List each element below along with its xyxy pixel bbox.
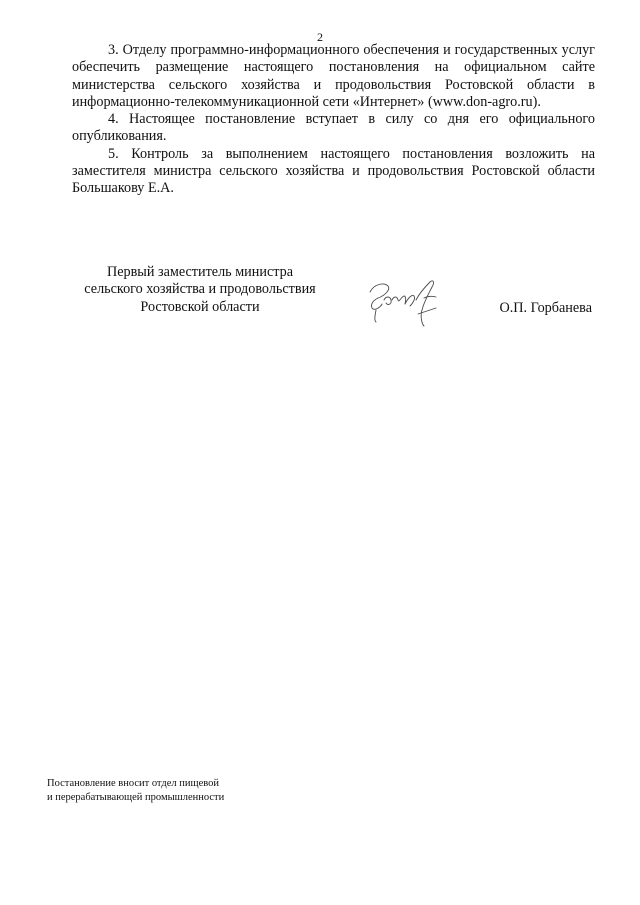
paragraph-5: 5. Контроль за выполнением настоящего постановления возложить на заместителя министра сельского хозяйства и продовольствия Ростовской области Большакову Е.А. <box>72 145 595 197</box>
paragraph-3: 3. Отделу программно-информационного обеспечения и государственных услуг обеспечить размещение настоящего постановления на официальном сайте министерства сельского хозяйства и продовольствия Ростовской области в информационно-телекоммуникационной сети «Интернет» (www.don-agro.ru). <box>72 42 595 110</box>
signer-title <box>64 264 336 316</box>
footer-note <box>47 777 224 804</box>
signer-title-line-1: Первый заместитель министра <box>106 264 294 280</box>
page-number: 2 <box>317 30 323 44</box>
signer-name: О.П. Горбанева <box>499 300 592 316</box>
paragraph-4: 4. Настоящее постановление вступает в силу со дня его официального опубликования. <box>72 111 595 145</box>
footer-note-line-1: Постановление вносит отдел пищевой <box>47 778 219 789</box>
footer-note-line-2: и перерабатывающей промышленности <box>47 791 225 803</box>
document-body <box>72 42 595 198</box>
handwritten-signature <box>364 270 446 330</box>
signer-title-line-3: Ростовской области <box>140 298 260 315</box>
signer-title-line-2: сельского хозяйства и продовольствия <box>84 281 316 298</box>
